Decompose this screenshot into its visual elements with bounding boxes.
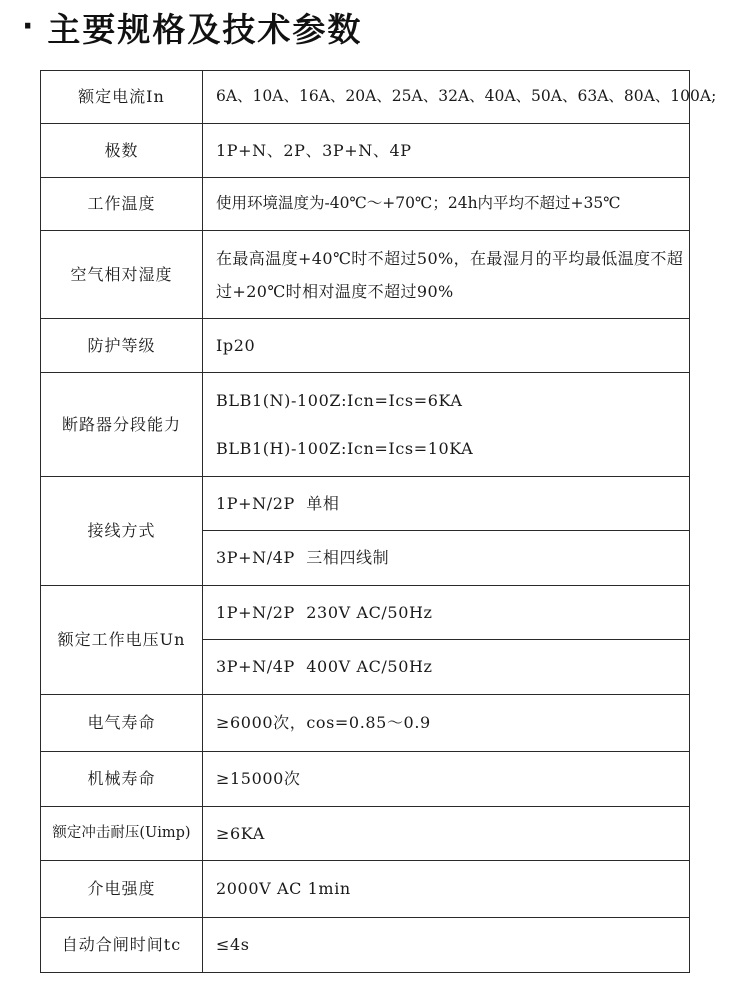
breaking-capacity-n: BLB1(N)-100Z:Icn=Ics=6KA — [216, 390, 463, 410]
row-value: ≥15000次 — [203, 752, 690, 807]
table-row — [41, 373, 690, 477]
row-label: 机械寿命 — [41, 752, 203, 807]
row-value: 3P+N/4P 三相四线制 — [203, 531, 690, 586]
table-row — [41, 231, 690, 319]
table-row — [41, 695, 690, 752]
row-value: 1P+N/2P 230V AC/50Hz — [203, 586, 690, 640]
row-value: 1P+N、2P、3P+N、4P — [203, 124, 690, 178]
section-title — [22, 4, 362, 50]
row-value: 1P+N/2P 单相 — [203, 477, 690, 531]
row-label: 介电强度 — [41, 861, 203, 918]
spec-table — [40, 70, 717, 973]
row-value: ≥6KA — [203, 807, 690, 861]
row-value — [203, 373, 690, 477]
row-value: 6A、10A、16A、20A、25A、32A、40A、50A、63A、80A、100A; — [203, 71, 690, 124]
table-row — [41, 861, 690, 918]
row-label: 额定工作电压Un — [41, 586, 203, 695]
row-label: 防护等级 — [41, 319, 203, 373]
row-label: 工作温度 — [41, 178, 203, 231]
bullet-dot: · — [22, 9, 36, 44]
row-label: 空气相对湿度 — [41, 231, 203, 319]
row-value: 3P+N/4P 400V AC/50Hz — [203, 640, 690, 695]
row-label: 自动合闸时间tc — [41, 918, 203, 973]
table-row — [41, 477, 690, 531]
row-label: 额定电流In — [41, 71, 203, 124]
row-label: 断路器分段能力 — [41, 373, 203, 477]
table-row — [41, 71, 690, 124]
row-label: 额定冲击耐压(Uimp) — [41, 807, 203, 861]
row-value: Ip20 — [203, 319, 690, 373]
section-title-text: 主要规格及技术参数 — [47, 9, 363, 49]
row-label: 接线方式 — [41, 477, 203, 586]
row-value: ≥6000次，cos=0.85～0.9 — [203, 695, 690, 752]
row-value: ≤4s — [203, 918, 690, 973]
row-value: 2000V AC 1min — [203, 861, 690, 918]
table-row — [41, 752, 690, 807]
table-row — [41, 586, 690, 640]
breaking-capacity-h: BLB1(H)-100Z:Icn=Ics=10KA — [216, 438, 474, 458]
row-label: 电气寿命 — [41, 695, 203, 752]
table-row — [41, 178, 690, 231]
row-label: 极数 — [41, 124, 203, 178]
table-row — [41, 918, 690, 973]
table-row — [41, 319, 690, 373]
table-row — [41, 807, 690, 861]
table-row — [41, 124, 690, 178]
row-value: 在最高温度+40℃时不超过50%，在最湿月的平均最低温度不超过+20℃时相对温度不超过90% — [203, 231, 690, 319]
row-value: 使用环境温度为-40℃～+70℃；24h内平均不超过+35℃ — [203, 178, 690, 231]
